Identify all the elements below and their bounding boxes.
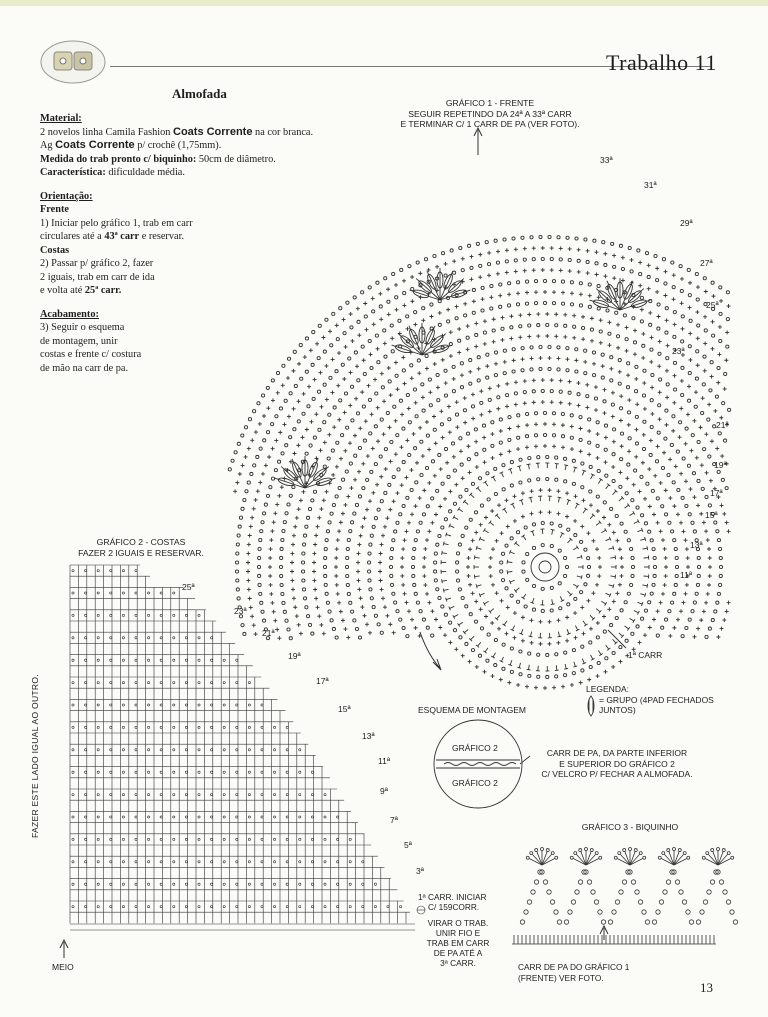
row-label: 9ª: [380, 786, 388, 796]
grafico3-note-line1: CARR DE PA DO GRÁFICO 1: [518, 962, 630, 972]
start-note-line2: C/ 159CORR.: [428, 902, 480, 912]
row-label: 19ª: [288, 651, 301, 661]
grafico1-caption-line2: SEGUIR REPETINDO DA 24ª A 33ª CARR: [408, 108, 572, 119]
grafico3-chart: [512, 848, 738, 945]
grafico2-caption: [46, 537, 236, 558]
side-note-text: FAZER ESTE LADO IGUAL AO OUTRO.: [30, 674, 40, 838]
back-text-b: 2 iguais, trab em carr de ida: [40, 271, 155, 283]
grafico1-chart: [228, 235, 731, 690]
round-label: 33ª: [600, 155, 613, 165]
first-round-pointer: [608, 630, 626, 648]
start-note-line1: 1ª CARR. INICIAR: [418, 892, 487, 902]
finish-heading: Acabamento:: [40, 308, 99, 320]
middle-label: MEIO: [52, 962, 74, 972]
montage-bottom-label: GRÁFICO 2: [452, 778, 498, 788]
front-text-a: 1) Iniciar pelo gráfico 1, trab em carr: [40, 217, 193, 229]
row-label: 23ª: [234, 606, 247, 616]
round-label: 11ª: [680, 570, 692, 580]
material-line1b: na cor branca.: [252, 126, 314, 138]
round-label: 25ª: [706, 300, 719, 310]
row-label: 21ª: [262, 628, 275, 638]
grafico3-note-line2: (FRENTE) VER FOTO.: [518, 972, 604, 983]
montage-diagram: [434, 720, 530, 808]
finish-text-c: costas e frente c/ costura: [40, 349, 142, 360]
finish-text-b: de montagem, unir: [40, 335, 118, 347]
finish-text-a: 3) Seguir o esquema: [40, 322, 125, 333]
round-label: 13ª: [690, 540, 703, 550]
round-label: 31ª: [644, 180, 657, 190]
row-label: 25ª: [182, 582, 195, 592]
side-note: [26, 650, 40, 840]
montage-note: [522, 748, 712, 780]
material-line2a: Ag: [40, 140, 56, 151]
grafico2-chart: [70, 565, 425, 930]
round-label: 15ª: [705, 510, 718, 520]
montage-title: ESQUEMA DE MONTAGEM: [418, 705, 526, 715]
cluster-symbol-icon: [586, 695, 596, 717]
size-label: Medida do trab pronto c/ biquinho:: [40, 153, 197, 165]
start-note: [418, 892, 498, 912]
montage-top-label: GRÁFICO 2: [452, 743, 498, 753]
section-title: Almofada: [172, 86, 227, 101]
back-heading: Costas: [40, 244, 70, 256]
back-text-c: e volta até: [40, 285, 85, 296]
round-label: 27ª: [700, 258, 713, 268]
row-label: 15ª: [338, 704, 351, 714]
back-text-a: 2) Passar p/ gráfico 2, fazer: [40, 258, 154, 269]
front-text-c: e reservar.: [139, 231, 185, 242]
round-label: 17ª: [710, 488, 723, 498]
size-value: 50cm de diâmetro.: [196, 153, 276, 165]
legend-item-line1: = GRUPO (4PAD FECHADOS: [599, 694, 714, 705]
page-number: 13: [700, 980, 713, 995]
finish-text-d: de mão na carr de pa.: [40, 362, 129, 374]
turn-note-line5: 3ª CARR.: [440, 958, 476, 968]
front-text-bold: 43ª carr: [104, 231, 140, 242]
round-label: 19ª: [714, 460, 727, 470]
montage-note-line3: C/ VELCRO P/ FECHAR A ALMOFADA.: [541, 769, 693, 779]
grafico3-arrow-icon: [600, 926, 608, 940]
grafico3-caption: GRÁFICO 3 - BIQUINHO: [581, 822, 679, 832]
row-label: 17ª: [316, 676, 329, 686]
grafico3-note: [518, 962, 678, 983]
middle-arrow-icon: [60, 940, 68, 958]
montage-note-line2: E SUPERIOR DO GRÁFICO 2: [559, 758, 675, 769]
grafico1-caption-line1: GRÁFICO 1 - FRENTE: [445, 98, 535, 108]
grafico1-caption-line3: E TERMINAR C/ 1 CARR DE PA (VER FOTO).: [400, 119, 580, 129]
grafico2-caption-line1: GRÁFICO 2 - COSTAS: [96, 537, 186, 547]
turn-note-line3: TRAB EM CARR: [426, 938, 490, 948]
row-label: 11ª: [378, 756, 390, 766]
montage-note-line1: CARR DE PA, DA PARTE INFERIOR: [546, 748, 688, 758]
material-line1a: 2 novelos linha Camila Fashion: [40, 126, 173, 138]
legend-item-line2: JUNTOS): [599, 705, 636, 715]
material-brand2: Coats Corrente: [55, 139, 135, 151]
row-label: 13ª: [362, 731, 375, 741]
row-label: 5ª: [404, 840, 412, 850]
round-label: 21ª: [716, 420, 729, 430]
front-heading: Frente: [40, 204, 69, 215]
round-label: 23ª: [672, 346, 685, 356]
material-line2b: p/ crochê (1,75mm).: [134, 140, 222, 151]
material-heading: Material:: [40, 113, 82, 124]
turn-note: [418, 918, 498, 968]
back-text-bold: 25ª carr.: [84, 285, 122, 296]
grafico1-up-arrow-icon: [474, 128, 482, 155]
feature-value: dificuldade média.: [105, 167, 185, 178]
grafico2-caption-line2: FAZER 2 IGUAIS E RESERVAR.: [78, 547, 204, 558]
grafico1-curve-arrow-icon: [420, 632, 441, 670]
page-title: Trabalho 11: [606, 50, 717, 75]
material-brand1: Coats Corrente: [173, 125, 253, 138]
legend: [586, 684, 736, 717]
legend-title: LEGENDA:: [586, 684, 629, 694]
row-label: 7ª: [390, 815, 398, 825]
first-round-label: 1ª CARR: [628, 650, 663, 660]
turn-note-line2: UNIR FIO E: [435, 928, 481, 938]
front-text-b: circulares até a: [40, 231, 105, 242]
feature-label: Característica:: [40, 167, 106, 178]
orientation-heading: Orientação:: [40, 190, 93, 202]
row-label: 3ª: [416, 866, 424, 876]
turn-note-line4: DE PA ATÉ A: [433, 948, 483, 958]
round-label: 29ª: [680, 218, 693, 228]
turn-note-line1: VIRAR O TRAB.: [427, 918, 489, 928]
